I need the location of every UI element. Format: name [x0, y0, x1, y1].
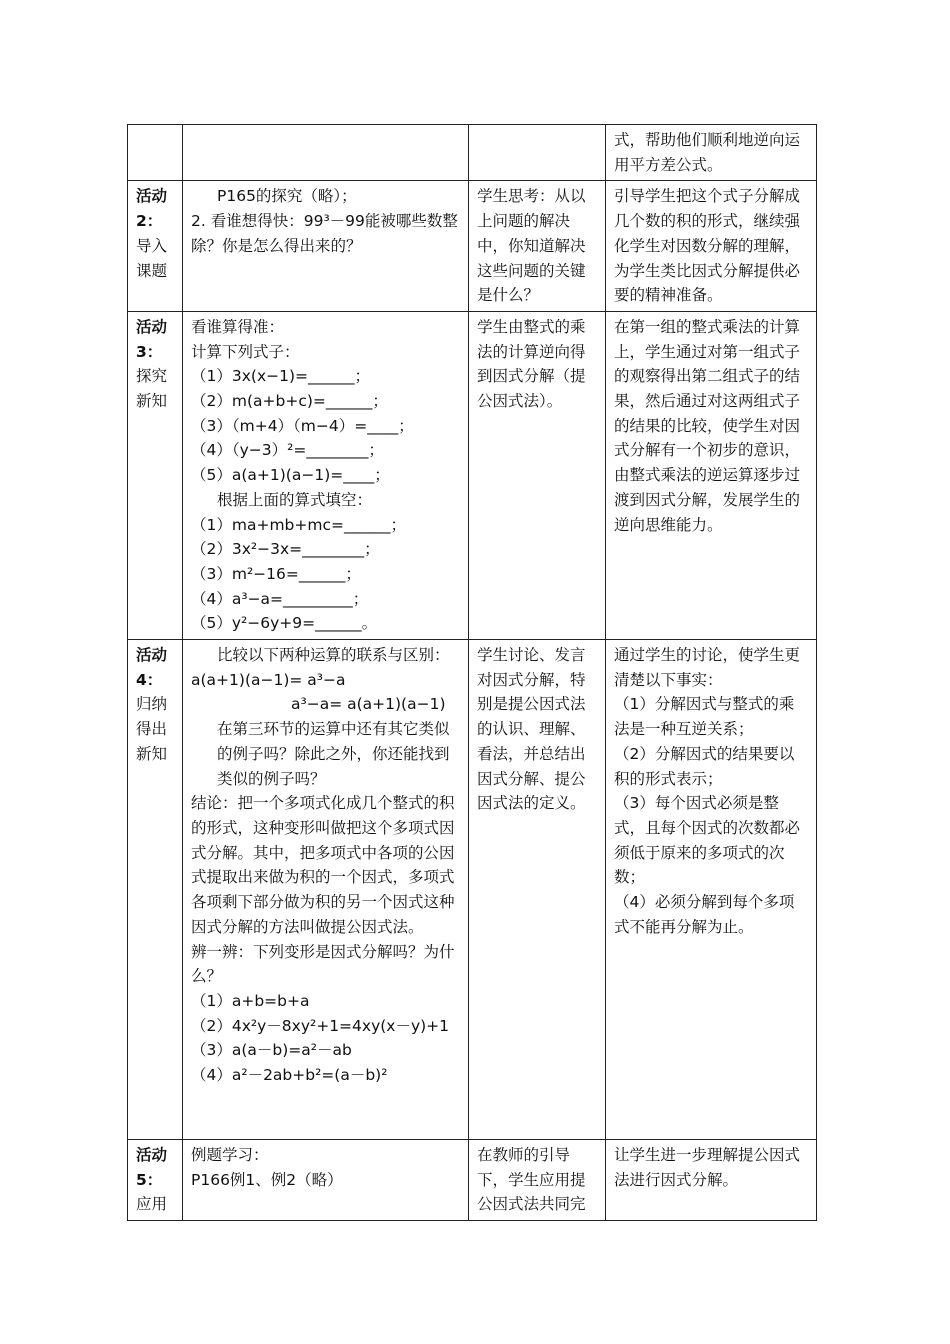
- content-line: P166例1、例2（略）: [191, 1170, 343, 1189]
- activity-title: 探究新知: [136, 367, 168, 411]
- lesson-plan-table: [127, 124, 817, 1221]
- content-line: 辨一辨：下列变形是因式分解吗？为什么？: [191, 942, 455, 986]
- student-activity-cell: [469, 311, 606, 639]
- content-line: （2）4x²y－8xy²+1=4xy(x－y)+1: [191, 1016, 450, 1035]
- content-cell: [183, 1140, 469, 1221]
- student-activity-text: 学生由整式的乘法的计算逆向得到因式分解（提公因式法）。: [477, 317, 586, 411]
- design-intent-line: （3）每个因式必须是整式，且每个因式的次数都必须低于原来的多项式的次数；: [614, 794, 801, 887]
- student-activity-cell: [469, 181, 606, 312]
- design-intent-line: 通过学生的讨论，使学生更清楚以下事实：: [614, 646, 801, 689]
- design-intent-line: （2）分解因式的结果要以积的形式表示；: [614, 744, 795, 788]
- student-activity-text: 在教师的引导下，学生应用提公因式法共同完: [477, 1146, 586, 1214]
- content-line: 计算下列式子：: [191, 342, 300, 361]
- content-line: 结论：把一个多项式化成几个整式的积的形式，这种变形叫做把这个多项式因式分解。其中，把多项式中各项的公因式提取出来做为积的一个因式，多项式各项剩下部分做为积的另一个因式这种因式分解的方法叫做提公因式法。: [191, 794, 455, 936]
- design-intent-line: （4）必须分解到每个多项式不能再分解为止。: [614, 893, 795, 936]
- content-line: （3）a(a－b)=a²－ab: [191, 1041, 352, 1060]
- content-line: （4）a²－2ab+b²=(a－b)²: [191, 1066, 388, 1085]
- content-line: a(a+1)(a−1)= a³−a: [191, 670, 346, 689]
- design-intent-line: （1）分解因式与整式的乘法是一种互逆关系；: [614, 695, 795, 739]
- table-row: [128, 181, 817, 312]
- table-row: [128, 125, 817, 181]
- student-activity-cell: [469, 640, 606, 1140]
- content-cell: [183, 640, 469, 1140]
- content-line: P165的探究（略）；: [217, 187, 357, 206]
- design-intent-text: 在第一组的整式乘法的计算上，学生通过对第一组式子的观察得出第二组式子的结果，然后通过对这两组式子的结果的比较，使学生对因式分解有一个初步的意识，由整式乘法的逆运算逐步过渡到因式分解，发展学生的逆向思维能力。: [614, 317, 801, 534]
- student-activity-text: 学生讨论、发言对因式分解，特别是提公因式法的认识、理解、看法，并总结出因式分解、提公因式法的定义。: [477, 646, 586, 813]
- design-intent-cell: [606, 311, 817, 639]
- content-line: 看谁算得准：: [191, 317, 285, 336]
- design-intent-text: 引导学生把这个式子分解成几个数的积的形式，继续强化学生对因数分解的理解，为学生类比因式分解提供必要的精神准备。: [614, 187, 801, 305]
- content-line: a³−a= a(a+1)(a−1): [291, 695, 446, 714]
- activity-title: 导入课题: [136, 236, 168, 280]
- content-line: （1）a+b=b+a: [191, 991, 310, 1010]
- content-line: （5）y²−6y+9=______。: [191, 614, 378, 633]
- content-line: （4）（y−3）²=________；: [191, 441, 384, 460]
- design-intent-cell: [606, 1140, 817, 1221]
- table-row: [128, 640, 817, 1140]
- content-line: （3）m²−16=______；: [191, 564, 361, 583]
- activity-label: 活动5：: [136, 1146, 168, 1189]
- design-intent-text: 式，帮助他们顺利地逆向运用平方差公式。: [614, 131, 801, 174]
- activity-label: 活动4：: [136, 646, 168, 689]
- content-line: （1）3x(x−1)=______；: [191, 367, 370, 386]
- design-intent-text: 让学生进一步理解提公因式法进行因式分解。: [614, 1146, 801, 1189]
- content-line: 根据上面的算式填空：: [217, 490, 373, 509]
- content-line: （4）a³−a=_________；: [191, 589, 369, 608]
- student-activity-text: 学生思考：从以上问题的解决中，你知道解决这些问题的关键是什么？: [477, 187, 586, 305]
- content-line: （2）m(a+b+c)=______；: [191, 392, 388, 411]
- activity-label-cell: [128, 640, 183, 1140]
- activity-label-cell: [128, 1140, 183, 1221]
- content-cell: [183, 181, 469, 312]
- content-cell: [183, 125, 469, 181]
- activity-title: 应用: [136, 1195, 168, 1214]
- content-line: （5）a(a+1)(a−1)=____；: [191, 466, 390, 485]
- activity-label-cell: [128, 181, 183, 312]
- design-intent-cell: [606, 640, 817, 1140]
- content-line: 在第三环节的运算中还有其它类似的例子吗？除此之外，你还能找到类似的例子吗？: [217, 720, 450, 788]
- design-intent-cell: [606, 125, 817, 181]
- table-row: [128, 311, 817, 639]
- student-activity-cell: [469, 1140, 606, 1221]
- content-line: （1）ma+mb+mc=______；: [191, 515, 406, 534]
- table-row: [128, 1140, 817, 1221]
- content-line: 比较以下两种运算的联系与区别：: [217, 646, 450, 665]
- activity-label: 活动3：: [136, 317, 168, 361]
- activity-label: 活动2：: [136, 187, 168, 231]
- activity-label-cell: [128, 311, 183, 639]
- activity-label-cell: [128, 125, 183, 181]
- content-line: 例题学习：: [191, 1146, 269, 1165]
- content-line: （2）3x²−3x=________；: [191, 540, 380, 559]
- content-cell: [183, 311, 469, 639]
- activity-title: 归纳得出新知: [136, 695, 168, 763]
- content-line: （3）（m+4）（m−4）=____；: [191, 416, 414, 435]
- design-intent-cell: [606, 181, 817, 312]
- content-line: 2. 看谁想得快：99³－99能被哪些数整除？你是怎么得出来的？: [191, 212, 458, 255]
- student-activity-cell: [469, 125, 606, 181]
